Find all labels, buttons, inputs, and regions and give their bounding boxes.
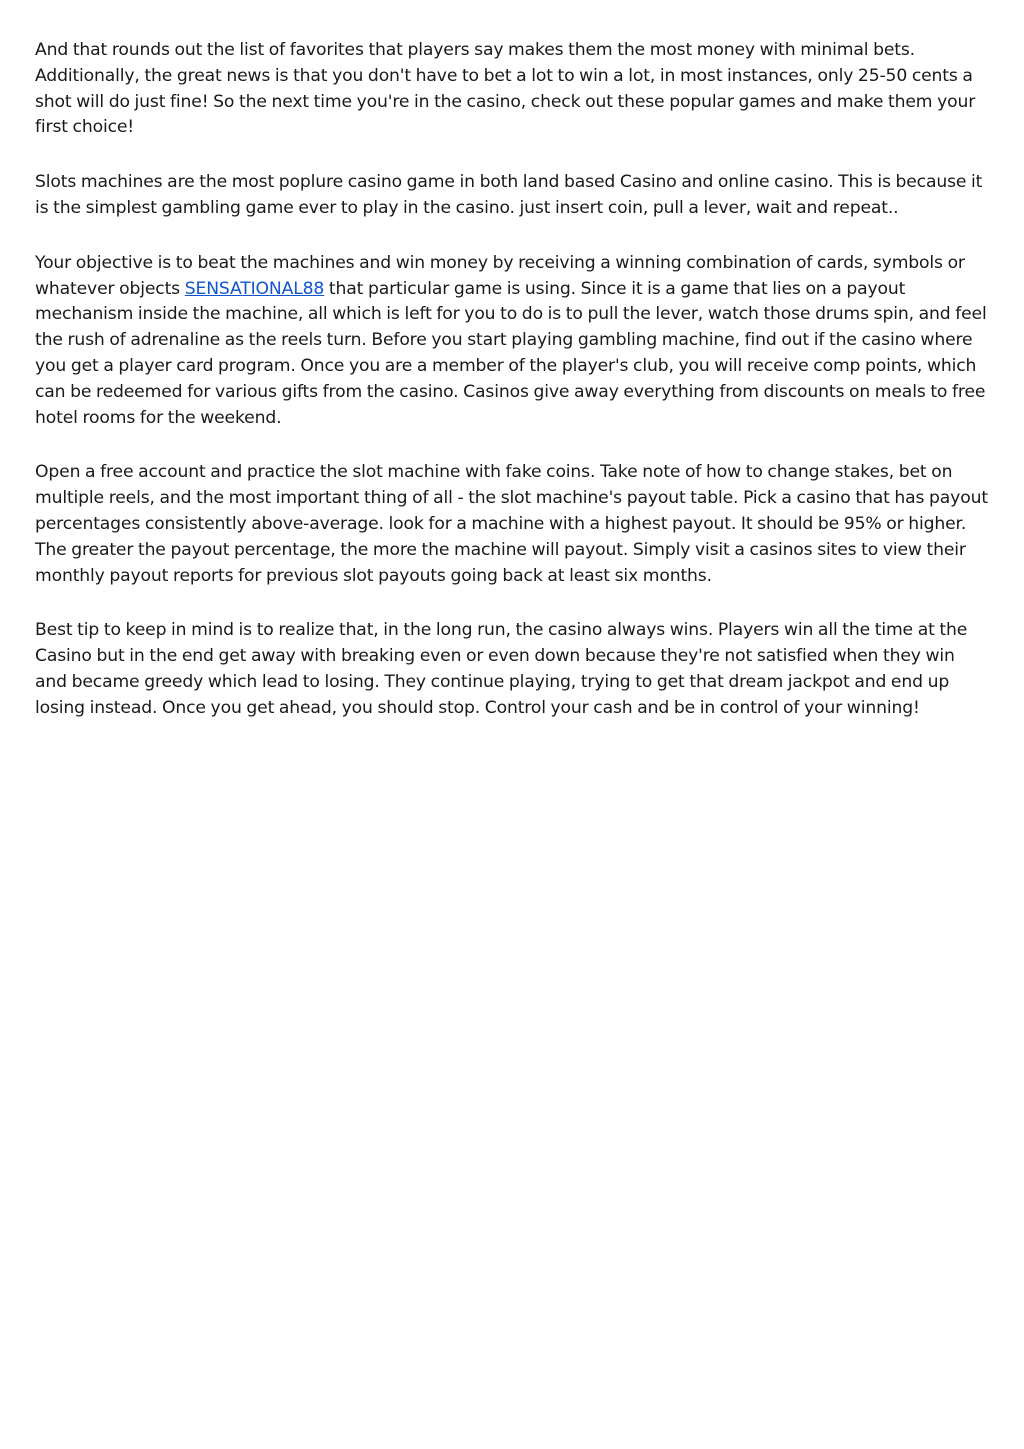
paragraph-favorites-summary: And that rounds out the list of favorites that players say makes them the most money with minimal bets. Additionally, the great news is that you don't have to bet a lot to win a lot, in most instances, only 25-50 cents a shot will do just fine! So the next time you're in the casino, check out these popular games and make them your first choice! (35, 40, 976, 138)
paragraph-best-tip: Best tip to keep in mind is to realize that, in the long run, the casino always wins. Players win all the time at the Casino but in the end get away with breaking even or even down because they're not satisfied when they win and became greedy which lead to losing. They continue playing, trying to get that dream jackpot and end up losing instead. Once you get ahead, you should stop. Control your cash and be in control of your winning! (35, 620, 968, 718)
paragraph-objective-text-after: that particular game is using. Since it is a game that lies on a payout mechanism inside the machine, all which is left for you to do is to pull the lever, watch those drums spin, and feel the rush of adrenaline as the reels turn. Before you start playing gambling machine, find out if the casino where you get a player card program. Once you are a member of the player's club, you will receive comp points, which can be redeemed for various gifts from the casino. Casinos give away everything from discounts on meals to free hotel rooms for the weekend. (35, 278, 987, 428)
sensational88-link[interactable]: SENSATIONAL88 (184, 278, 325, 299)
document-body (35, 38, 991, 751)
paragraph-objective (35, 251, 991, 432)
paragraph-slots-intro: Slots machines are the most poplure casino game in both land based Casino and online casino. This is because it is the simplest gambling game ever to play in the casino. just insert coin, pull a lever, wait and repeat.. (35, 172, 983, 218)
paragraph-objective-text-before: Your objective is to beat the machines and win money by receiving a winning combination of cards, symbols or whatever objects (35, 252, 965, 299)
paragraph-practice-tips: Open a free account and practice the slot machine with fake coins. Take note of how to change stakes, bet on multiple reels, and the most important thing of all - the slot machine's payout table. Pick a casino that has payout percentages consistently above-average. look for a machine with a highest payout. It should be 95% or higher. The greater the payout percentage, the more the machine will payout. Simply visit a casinos sites to view their monthly payout reports for previous slot payouts going back at least six months. (35, 462, 988, 586)
